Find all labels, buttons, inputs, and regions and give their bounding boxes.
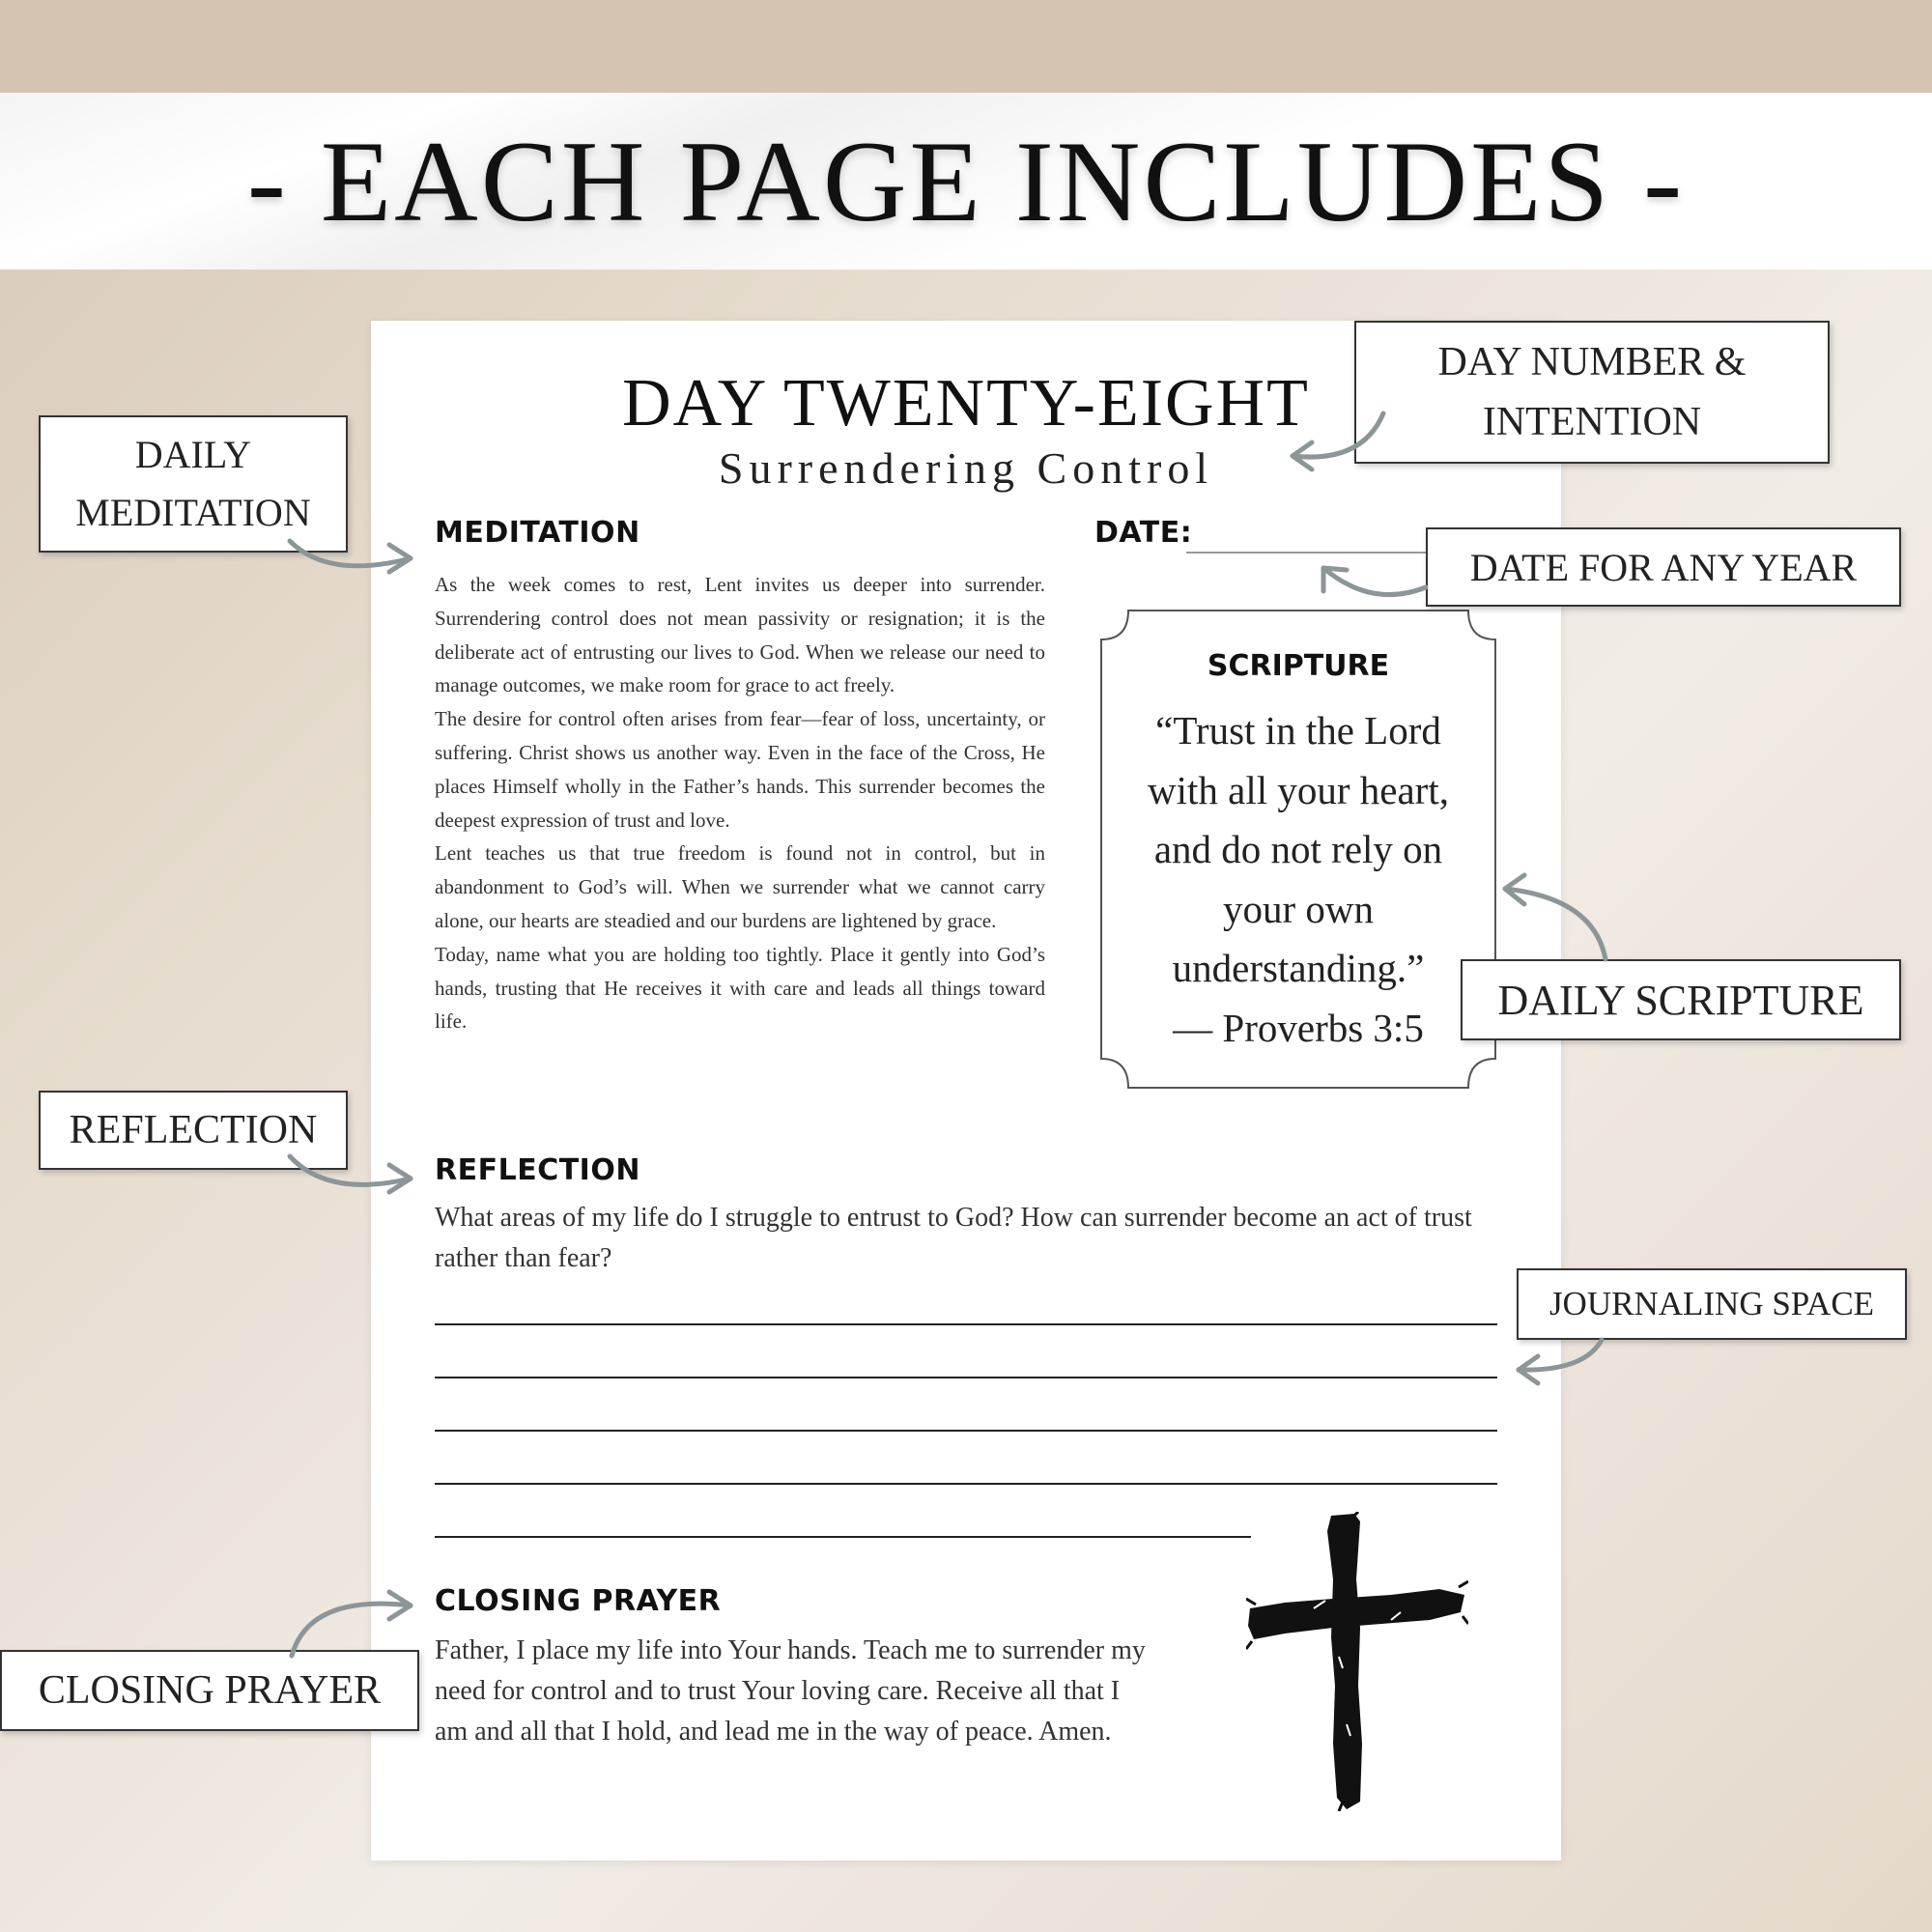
date-label: DATE: [1094, 516, 1193, 550]
callout-closing-prayer [0, 1650, 419, 1731]
day-intention: Surrendering Control [718, 443, 1214, 493]
scripture-line: with all your heart, [1148, 767, 1449, 812]
callout-line: INTENTION [1482, 400, 1702, 444]
callout-daily-scripture [1461, 959, 1901, 1040]
scripture-line: “Trust in the Lord [1155, 708, 1441, 753]
scripture-reference: — Proverbs 3:5 [1173, 1005, 1424, 1050]
journal-line[interactable] [435, 1430, 1497, 1432]
scripture-text [1111, 701, 1486, 1058]
meditation-heading: MEDITATION [435, 516, 640, 550]
meditation-text [435, 568, 1045, 1038]
callout-text: CLOSING PRAYER [38, 1668, 382, 1713]
journal-line[interactable] [435, 1323, 1497, 1325]
callout-text: REFLECTION [69, 1108, 318, 1152]
callout-day-number [1354, 321, 1830, 464]
scripture-heading: SCRIPTURE [1207, 649, 1390, 683]
callout-line: DAILY [134, 433, 252, 476]
reflection-question: What areas of my life do I struggle to entrust to God? How can surrender become an act of trust rather than fear? [435, 1203, 1472, 1273]
top-band [0, 0, 1932, 93]
callout-text: DAILY SCRIPTURE [1497, 976, 1864, 1024]
scripture-line: and do not rely on [1153, 827, 1443, 871]
scripture-line: your own [1222, 886, 1374, 931]
callout-reflection [39, 1091, 348, 1170]
callout-line: MEDITATION [75, 491, 311, 534]
callout-daily-meditation [39, 415, 348, 553]
scripture-line: understanding.” [1172, 946, 1425, 990]
journal-line[interactable] [435, 1483, 1497, 1485]
day-title: DAY TWENTY-EIGHT [622, 366, 1310, 440]
callout-text: JOURNALING SPACE [1548, 1285, 1875, 1322]
meditation-paragraph: The desire for control often arises from fear—fear of loss, uncertainty, or suffering. Christ shows us another way. Even in the face of the Cross, He places Himself wholly in the Father’s hands. This surrender becomes the deepest expression of trust and love. [435, 707, 1045, 832]
callout-date [1426, 527, 1901, 607]
header-title: - EACH PAGE INCLUDES - [246, 117, 1686, 245]
journal-line[interactable] [435, 1536, 1251, 1538]
callout-line: DAY NUMBER & [1437, 340, 1747, 384]
prayer-heading: CLOSING PRAYER [435, 1584, 722, 1618]
callout-text: DATE FOR ANY YEAR [1469, 545, 1858, 589]
meditation-paragraph: Lent teaches us that true freedom is found not in control, but in abandonment to God’s will. When we surrender what we cannot carry alone, our hearts are steadied and our burdens are lightened by grace. [435, 841, 1045, 932]
reflection-heading: REFLECTION [435, 1153, 640, 1187]
journal-line[interactable] [435, 1377, 1497, 1378]
prayer-text: Father, I place my life into Your hands. Teach me to surrender my need for control and to trust Your loving care. Receive all that I am and all that I hold, and lead me in the way of peace. Amen. [435, 1635, 1146, 1747]
meditation-paragraph: As the week comes to rest, Lent invites us deeper into surrender. Surrendering control does not mean passivity or resignation; it is the deliberate act of entrusting our lives to God. When we release our need to manage outcomes, we make room for grace to act freely. [435, 573, 1045, 697]
meditation-paragraph: Today, name what you are holding too tightly. Place it gently into God’s hands, trusting that He receives it with care and leads all things toward life. [435, 942, 1045, 1034]
brush-cross-icon [1246, 1512, 1468, 1811]
callout-journaling-space [1517, 1268, 1907, 1340]
